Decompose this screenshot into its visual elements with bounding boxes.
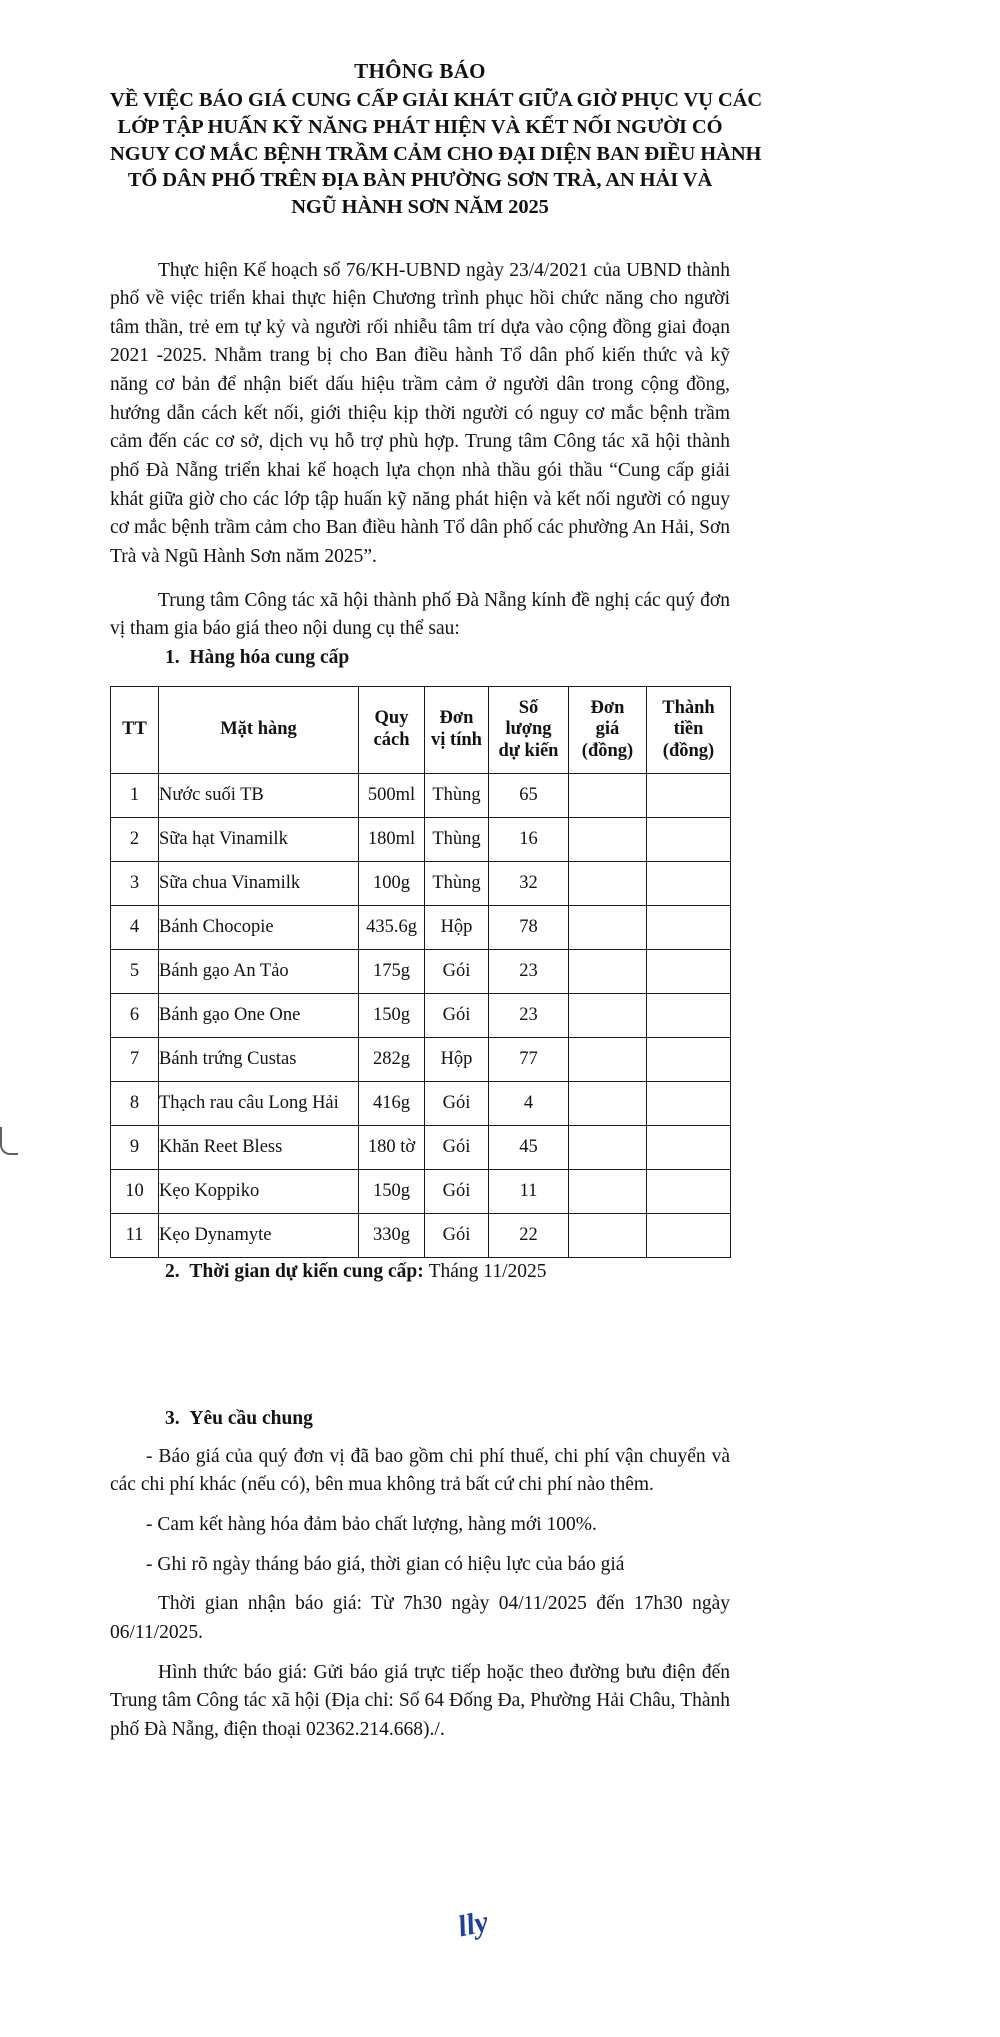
cell-total-amount bbox=[647, 1170, 731, 1214]
cell-total-amount bbox=[647, 862, 731, 906]
cell-tt: 3 bbox=[111, 862, 159, 906]
cell-spec: 100g bbox=[359, 862, 425, 906]
cell-total-amount bbox=[647, 818, 731, 862]
cell-unit-price bbox=[569, 862, 647, 906]
section-3-title: Yêu cầu chung bbox=[189, 1407, 313, 1429]
cell-total-amount bbox=[647, 994, 731, 1038]
document-title-block bbox=[110, 58, 763, 221]
cell-spec: 180ml bbox=[359, 818, 425, 862]
cell-spec: 330g bbox=[359, 1214, 425, 1258]
cell-item-name: Kẹo Koppiko bbox=[159, 1170, 359, 1214]
cell-tt: 7 bbox=[111, 1038, 159, 1082]
table-row bbox=[111, 818, 731, 862]
cell-quantity: 78 bbox=[489, 906, 569, 950]
cell-unit: Gói bbox=[425, 1082, 489, 1126]
cell-item-name: Bánh gạo One One bbox=[159, 994, 359, 1038]
cell-tt: 6 bbox=[111, 994, 159, 1038]
col-header-spec: Quy cách bbox=[359, 687, 425, 774]
cell-unit: Hộp bbox=[425, 1038, 489, 1082]
table-row bbox=[111, 994, 731, 1038]
cell-unit: Hộp bbox=[425, 906, 489, 950]
cell-item-name: Sữa chua Vinamilk bbox=[159, 862, 359, 906]
table-row bbox=[111, 906, 731, 950]
page-title: THÔNG BÁO bbox=[354, 59, 486, 83]
blank-spacer bbox=[110, 1287, 730, 1405]
cell-spec: 500ml bbox=[359, 774, 425, 818]
cell-unit: Gói bbox=[425, 1170, 489, 1214]
title-line-5: NGŨ HÀNH SƠN NĂM 2025 bbox=[291, 195, 549, 218]
title-line-2: LỚP TẬP HUẤN KỸ NĂNG PHÁT HIỆN VÀ KẾT NỐI NGƯỜI CÓ bbox=[117, 115, 723, 138]
cell-tt: 11 bbox=[111, 1214, 159, 1258]
cell-quantity: 32 bbox=[489, 862, 569, 906]
table-header-row bbox=[111, 687, 731, 774]
cell-unit-price bbox=[569, 994, 647, 1038]
cell-tt: 2 bbox=[111, 818, 159, 862]
cell-item-name: Bánh trứng Custas bbox=[159, 1038, 359, 1082]
col-header-tt: TT bbox=[111, 687, 159, 774]
intro-paragraph-1: Thực hiện Kế hoạch số 76/KH-UBND ngày 23/4/2021 của UBND thành phố về việc triển khai thực hiện Chương trình phục hồi chức năng cho người tâm thần, trẻ em tự kỷ và người rối nhiễu tâm trí dựa vào cộng đồng giai đoạn 2021 -2025. Nhằm trang bị cho Ban điều hành Tổ dân phố kiến thức và kỹ năng cơ bản để nhận biết dấu hiệu trầm cảm ở người dân trong cộng đồng, hướng dẫn cách kết nối, giới thiệu kịp thời người có nguy cơ mắc bệnh trầm cảm đến các cơ sở, dịch vụ hỗ trợ phù hợp. Trung tâm Công tác xã hội thành phố Đà Nẵng triển khai kế hoạch lựa chọn nhà thầu gói thầu “Cung cấp giải khát giữa giờ cho các lớp tập huấn kỹ năng phát hiện và kết nối người có nguy cơ mắc bệnh trầm cảm cho Ban điều hành Tổ dân phố các phường An Hải, Sơn Trà và Ngũ Hành Sơn năm 2025”. bbox=[110, 259, 730, 568]
cell-quantity: 11 bbox=[489, 1170, 569, 1214]
cell-spec: 416g bbox=[359, 1082, 425, 1126]
cell-total-amount bbox=[647, 1214, 731, 1258]
goods-table bbox=[110, 686, 731, 1258]
cell-quantity: 23 bbox=[489, 950, 569, 994]
section-3-heading bbox=[110, 1405, 730, 1433]
cell-total-amount bbox=[647, 950, 731, 994]
col-header-total-amount: Thành tiền (đồng) bbox=[647, 687, 731, 774]
cell-total-amount bbox=[647, 774, 731, 818]
cell-unit: Gói bbox=[425, 1126, 489, 1170]
cell-spec: 150g bbox=[359, 994, 425, 1038]
section-1-number: 1. bbox=[165, 647, 180, 669]
table-row bbox=[111, 1126, 731, 1170]
submission-form-paragraph: Hình thức báo giá: Gửi báo giá trực tiếp hoặc theo đường bưu điện đến Trung tâm Công tác xã hội (Địa chỉ: Số 64 Đống Đa, Phường Hải Châu, Thành phố Đà Nẵng, điện thoại 02362.214.668)./. bbox=[110, 1661, 730, 1741]
cell-unit: Gói bbox=[425, 994, 489, 1038]
cell-total-amount bbox=[647, 1038, 731, 1082]
section-2-heading bbox=[110, 1258, 730, 1286]
cell-unit-price bbox=[569, 1038, 647, 1082]
cell-unit-price bbox=[569, 1126, 647, 1170]
document-body bbox=[110, 58, 763, 1745]
cell-quantity: 16 bbox=[489, 818, 569, 862]
cell-item-name: Bánh gạo An Tảo bbox=[159, 950, 359, 994]
cell-spec: 150g bbox=[359, 1170, 425, 1214]
cell-quantity: 65 bbox=[489, 774, 569, 818]
cell-unit: Thùng bbox=[425, 862, 489, 906]
table-row bbox=[111, 1038, 731, 1082]
cell-total-amount bbox=[647, 1126, 731, 1170]
table-row bbox=[111, 950, 731, 994]
title-line-3: NGUY CƠ MẮC BỆNH TRẦM CẢM CHO ĐẠI DIỆN BAN ĐIỀU HÀNH bbox=[110, 142, 762, 165]
cell-quantity: 77 bbox=[489, 1038, 569, 1082]
table-row bbox=[111, 1170, 731, 1214]
cell-unit-price bbox=[569, 774, 647, 818]
col-header-quantity: Số lượng dự kiến bbox=[489, 687, 569, 774]
cell-unit: Thùng bbox=[425, 774, 489, 818]
receive-time-paragraph: Thời gian nhận báo giá: Từ 7h30 ngày 04/11/2025 đến 17h30 ngày 06/11/2025. bbox=[110, 1593, 730, 1644]
cell-unit-price bbox=[569, 950, 647, 994]
cell-item-name: Kẹo Dynamyte bbox=[159, 1214, 359, 1258]
cell-tt: 8 bbox=[111, 1082, 159, 1126]
cell-unit-price bbox=[569, 1170, 647, 1214]
table-row bbox=[111, 774, 731, 818]
cell-unit-price bbox=[569, 818, 647, 862]
section-1-title: Hàng hóa cung cấp bbox=[189, 647, 350, 669]
section-2-title: Thời gian dự kiến cung cấp: bbox=[189, 1261, 424, 1283]
table-row bbox=[111, 862, 731, 906]
cell-item-name: Thạch rau câu Long Hải bbox=[159, 1082, 359, 1126]
goods-table-body bbox=[111, 774, 731, 1258]
cell-tt: 10 bbox=[111, 1170, 159, 1214]
cell-spec: 282g bbox=[359, 1038, 425, 1082]
cell-tt: 9 bbox=[111, 1126, 159, 1170]
document-subtitle bbox=[110, 87, 763, 220]
cell-item-name: Nước suối TB bbox=[159, 774, 359, 818]
title-line-1: VỀ VIỆC BÁO GIÁ CUNG CẤP GIẢI KHÁT GIỮA GIỜ PHỤC VỤ CÁC bbox=[110, 89, 763, 112]
col-header-name: Mặt hàng bbox=[159, 687, 359, 774]
section-2-value: Tháng 11/2025 bbox=[428, 1261, 547, 1283]
cell-quantity: 22 bbox=[489, 1214, 569, 1258]
cell-total-amount bbox=[647, 906, 731, 950]
cell-item-name: Khăn Reet Bless bbox=[159, 1126, 359, 1170]
table-row bbox=[111, 1082, 731, 1126]
cell-unit-price bbox=[569, 1082, 647, 1126]
cell-quantity: 23 bbox=[489, 994, 569, 1038]
table-row bbox=[111, 1214, 731, 1258]
cell-tt: 4 bbox=[111, 906, 159, 950]
cell-tt: 1 bbox=[111, 774, 159, 818]
cell-spec: 180 tờ bbox=[359, 1126, 425, 1170]
section-3-number: 3. bbox=[165, 1407, 180, 1429]
requirement-item: - Báo giá của quý đơn vị đã bao gồm chi phí thuế, chi phí vận chuyển và các chi phí khác (nếu có), bên mua không trả bất cứ chi phí nào thêm. bbox=[110, 1445, 730, 1496]
cell-quantity: 4 bbox=[489, 1082, 569, 1126]
intro-paragraph-2: Trung tâm Công tác xã hội thành phố Đà Nẵng kính đề nghị các quý đơn vị tham gia báo giá theo nội dung cụ thể sau: bbox=[110, 589, 730, 640]
cell-unit: Thùng bbox=[425, 818, 489, 862]
cell-quantity: 45 bbox=[489, 1126, 569, 1170]
cell-item-name: Sữa hạt Vinamilk bbox=[159, 818, 359, 862]
section-1-heading bbox=[110, 644, 730, 672]
cell-unit: Gói bbox=[425, 1214, 489, 1258]
title-line-4: TỔ DÂN PHỐ TRÊN ĐỊA BÀN PHƯỜNG SƠN TRÀ, AN HẢI VÀ bbox=[127, 169, 713, 192]
requirement-item: - Cam kết hàng hóa đảm bảo chất lượng, hàng mới 100%. bbox=[146, 1514, 597, 1536]
requirement-item: - Ghi rõ ngày tháng báo giá, thời gian có hiệu lực của báo giá bbox=[146, 1553, 625, 1575]
section-2-number: 2. bbox=[165, 1261, 180, 1283]
cell-tt: 5 bbox=[111, 950, 159, 994]
cell-unit-price bbox=[569, 1214, 647, 1258]
cell-item-name: Bánh Chocopie bbox=[159, 906, 359, 950]
col-header-unit-price: Đơn giá (đồng) bbox=[569, 687, 647, 774]
cell-total-amount bbox=[647, 1082, 731, 1126]
goods-table-wrapper bbox=[110, 686, 730, 1258]
signature-mark: lly bbox=[454, 1904, 492, 1944]
cell-unit-price bbox=[569, 906, 647, 950]
cell-unit: Gói bbox=[425, 950, 489, 994]
col-header-unit: Đơn vị tính bbox=[425, 687, 489, 774]
page-edge-mark bbox=[0, 1127, 18, 1155]
cell-spec: 435.6g bbox=[359, 906, 425, 950]
cell-spec: 175g bbox=[359, 950, 425, 994]
